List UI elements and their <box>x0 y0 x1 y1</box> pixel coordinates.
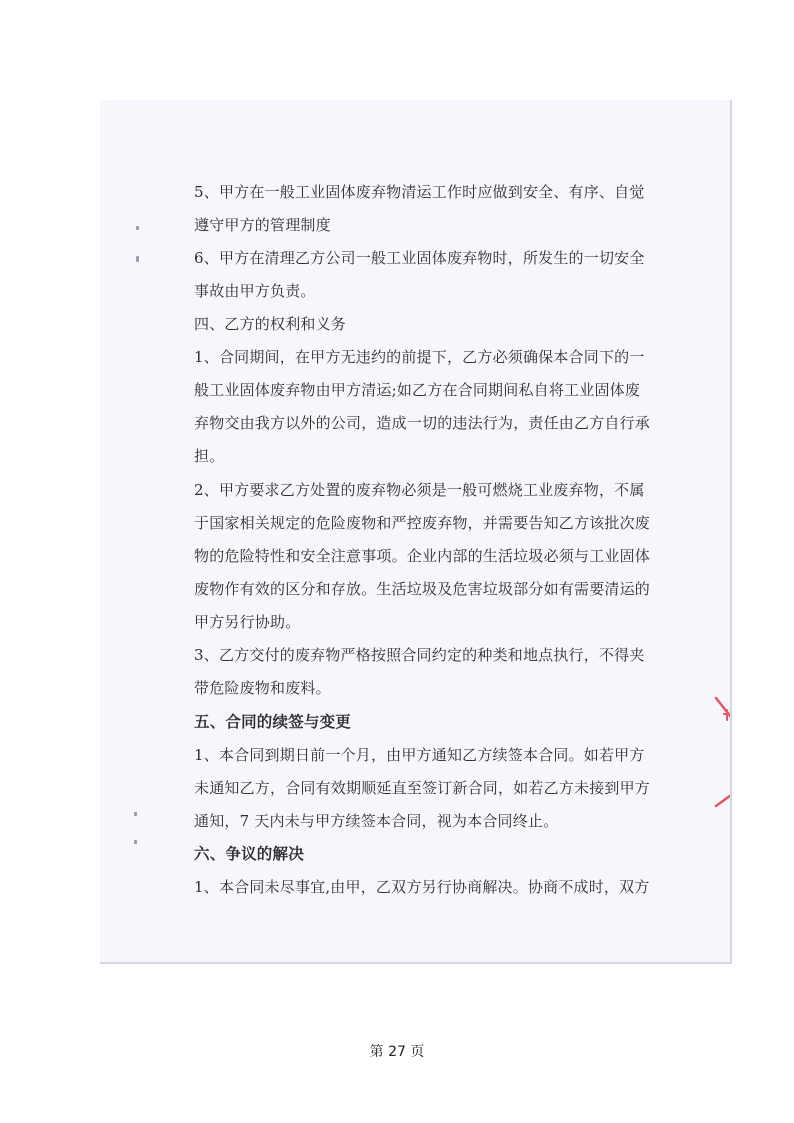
text-line: 通知，7 天内未与甲方续签本合同，视为本合同终止。 <box>194 812 559 830</box>
scan-speck <box>134 840 137 844</box>
partial-stamp-icon <box>708 690 732 820</box>
section-heading: 六、争议的解决 <box>194 844 304 863</box>
text-line: 于国家相关规定的危险废物和严控废弃物，并需要告知乙方该批次废 <box>194 514 651 532</box>
section-heading: 四、乙方的权利和义务 <box>194 315 347 333</box>
text-line: 废物作有效的区分和存放。生活垃圾及危害垃圾部分如有需要清运的 <box>194 580 651 598</box>
text-line: 1、本合同到期日前一个月，由甲方通知乙方续签本合同。如若甲方 <box>194 746 645 764</box>
text-line: 1、合同期间，在甲方无违约的前提下，乙方必须确保本合同下的一 <box>194 348 645 366</box>
text-line: 6、甲方在清理乙方公司一般工业固体废弃物时，所发生的一切安全 <box>194 249 645 267</box>
text-line: 物的危险特性和安全注意事项。企业内部的生活垃圾必须与工业固体 <box>194 547 651 565</box>
text-line: 般工业固体废弃物由甲方清运;如乙方在合同期间私自将工业固体废 <box>194 381 641 399</box>
section-heading: 五、合同的续签与变更 <box>194 712 352 731</box>
scan-speck <box>136 256 139 262</box>
text-line: 未通知乙方，合同有效期顺延直至签订新合同，如若乙方未接到甲方 <box>194 779 651 797</box>
text-line: 1、本合同未尽事宜,由甲，乙双方另行协商解决。协商不成时，双方 <box>194 878 650 896</box>
text-line: 5、甲方在一般工业固体废弃物清运工作时应做到安全、有序、自觉 <box>194 183 645 201</box>
scan-speck <box>134 812 137 816</box>
text-line: 担。 <box>194 447 225 465</box>
scanned-page <box>100 100 732 964</box>
scan-speck <box>136 226 139 230</box>
page-number: 第 27 页 <box>369 1044 425 1060</box>
text-line: 弃物交由我方以外的公司，造成一切的违法行为，责任由乙方自行承 <box>194 414 651 432</box>
text-line: 事故由甲方负责。 <box>194 282 316 300</box>
text-line: 带危险废物和废料。 <box>194 679 331 697</box>
text-line: 甲方另行协助。 <box>194 613 301 631</box>
text-line: 2、甲方要求乙方处置的废弃物必须是一般可燃烧工业废弃物，不属 <box>194 481 645 499</box>
text-line: 遵守甲方的管理制度 <box>194 216 331 234</box>
text-line: 3、乙方交付的废弃物严格按照合同约定的种类和地点执行，不得夹 <box>194 646 645 664</box>
